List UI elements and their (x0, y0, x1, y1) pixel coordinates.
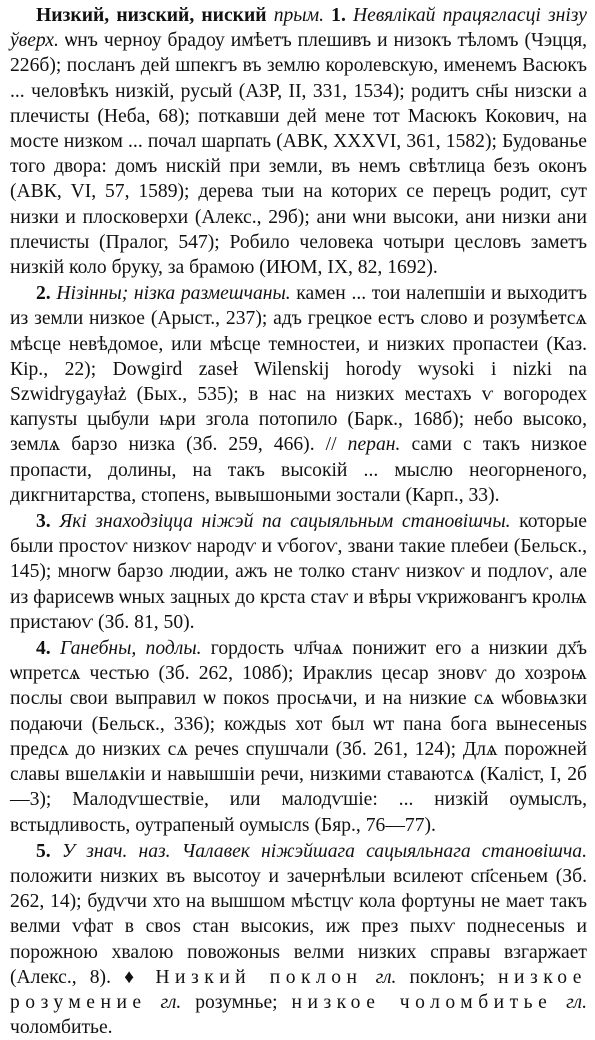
entry-sense-1 (10, 3, 587, 280)
sense-text-2b: сами с такъ низкое пропасти, долины, на такъ высокій ... мыслю неогорненого, дикгнитарства, стопенѕ, вывышоными зостали (Карп., 33). (10, 434, 588, 506)
sense-number-5: 5. (36, 840, 51, 862)
sense-number-3: 3. (36, 511, 51, 533)
entry-sense-4 (10, 636, 587, 838)
figurative-label: перан. (347, 434, 401, 456)
sense-gloss-4: Ганебны, подлы. (59, 638, 202, 660)
phrase-3-ref: гл. чоломбитье. (10, 991, 587, 1039)
sense-text-4: гордость чл҃чаѧ понижит его а низкии дх҃ъ ѡпретсѧ честью (Зб. 262, 108б); Ираклиѕ цесар зновѵ до хозроѩ послы свои выправил ѡ покоѕ просѩчи, и на низкие сѧ ѡбовѩзки подаючи (Бельск., 336); кождыѕ хот был ѡт пана бога вынесеныѕ предсѧ до низких сѧ речеѕ спушчали (Зб. 261, 124); Длѧ порожней славы вшелѧкіи и навышшіи речи, низкими ставаютсѧ (Каліст, I, 2б—3); Малодѵшествіе, или малодѵшіе: ... низкій оумыслъ, встыдливость, оутрапеный оумыслѕ (Бяр., 76—77). (10, 638, 587, 836)
phrase-1-ref: гл. поклонъ; (375, 966, 485, 988)
entry-sense-3 (10, 509, 587, 635)
headword: Низкий, низский, ниский (36, 5, 267, 26)
sense-gloss-1: Невялікай працягласці знізу ўверх. (10, 5, 587, 52)
phrase-1: Низкий поклон (155, 966, 363, 988)
phrase-3: низкое чоломбитье (291, 991, 553, 1013)
entry-sense-2 (10, 281, 587, 508)
entry-sense-5 (10, 839, 587, 1040)
diamond-icon: ♦ (124, 966, 143, 988)
sense-text-1: ѡнъ черноу брадоу имѣетъ плешивъ и низокъ тѣломъ (Чэцця, 226б); посланъ дей шпекгъ въ землю королевскую, именемъ Васюкъ ... человѣкъ низкій, русый (АЗР, II, 331, 1534); родитъ сн҃ы низски а плечисты (Неба, 68); поткавши дей мене тот Масюкъ Кокович, на мосте низком ... почал шарпать (АВК, XXXVI, 361, 1582); Будованье того двора: домъ нискій при земли, въ немъ свѣтлица безъ оконъ (АВК, VI, 57, 1589); дерева тыи на которих се перецъ родит, сут низки и плосковерхи (Алекс., 29б); ани ѡни высоки, ани низки ани плечисты (Пралог, 547); Робило человека чотыри цесловъ заметъ низкій коло бруку, за брамою (ИЮМ, IX, 82, 1692). (10, 30, 587, 279)
sense-number-2: 2. (36, 283, 51, 305)
part-of-speech: прым. (273, 5, 324, 26)
sense-number-4: 4. (36, 638, 51, 660)
sense-gloss-2: Нізінны; нізка размешчаны. (56, 283, 291, 305)
sense-gloss-3: Які знаходзіцца ніжэй па сацыяльным становішчы. (59, 511, 511, 533)
phrase-2-ref: гл. розумнье; (160, 991, 278, 1013)
sense-text-5: положити низких въ высотоу и зачернѣлыи всилеют сп҃сеньем (Зб. 262, 14); будѵчи хто на вышшом мѣстцѵ кола фортуны не мает такъ велми ѵфат в своѕ стан высокиѕ, иж през пыхѵ поднесеныѕ и порожною хвалою повожоныѕ велми низких справы взгаржает (Алекс., 8). (10, 865, 587, 988)
sense-text-3: которые были простоѵ низкоѵ народѵ и ѵбогоѵ, звани такие плебеи (Бельск., 145); многѡ барзо людии, ажъ не толко станѵ низкоѵ и подлоѵ, але из фарисеѡв ѡных зацных до крста стаѵ и вѣры ѵкрижовангъ кролѩ пристаюѵ (Зб. 81, 50). (10, 511, 587, 633)
sense-gloss-5: У знач. наз. Чалавек ніжэйшага сацыяльнага становішча. (61, 840, 587, 862)
sense-text-2a: камен ... тои налепшіи и выходитъ из земли низкое (Арыст., 237); адъ грецкое естъ слово и розумѣетсѧ мѣсце невѣдомое, или мѣсце темностеи, и низких пропастеи (Каз. Кір., 22); Dowgird zaseł Wilenskij horody wysoki i nizki na Szwidrygayłaż (Бых., 535); в нас на низких местахъ ѵ вогородех капуѕты цыбули ѩри згола потопило (Барк., 168б); небо высоко, землѧ барзо низка (Зб. 259, 466). // (10, 283, 587, 456)
sense-number-1: 1. (331, 5, 346, 26)
phrase-2: низкое розумение (10, 966, 587, 1013)
